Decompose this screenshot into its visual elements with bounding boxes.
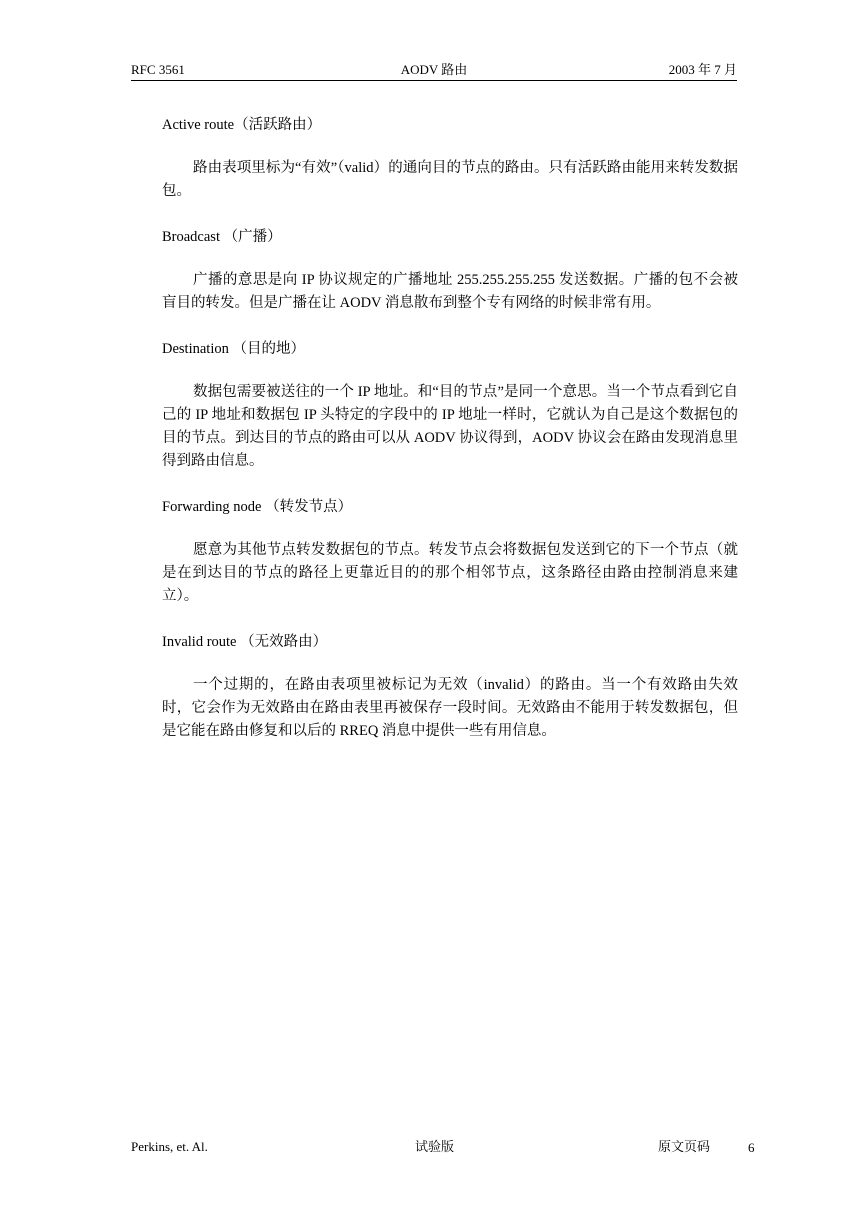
header-title: AODV 路由	[400, 62, 468, 77]
header-date: 2003 年 7 月	[668, 62, 737, 77]
footer-status: 试验版	[415, 1139, 455, 1154]
definition-term: Invalid route （无效路由）	[162, 634, 328, 650]
definition-text: 广播的意思是向 IP 协议规定的广播地址 255.255.255.255 发送数据。广播的包不会被盲目的转发。但是广播在让 AODV 消息散布到整个专有网络的时候非常有用。	[162, 272, 738, 311]
definition-text: 一个过期的，在路由表项里被标记为无效（invalid）的路由。当一个有效路由失效时，它会作为无效路由在路由表里再被保存一段时间。无效路由不能用于转发数据包，但是它能在路由修复和以后的 RREQ 消息中提供一些有用信息。	[162, 677, 738, 739]
definition-term: Active route（活跃路由）	[162, 117, 322, 133]
definition-text: 数据包需要被送往的一个 IP 地址。和“目的节点”是同一个意思。当一个节点看到它自己的 IP 地址和数据包 IP 头特定的字段中的 IP 地址一样时，它就认为自己是这个数据包的目的节点。到达目的节点的路由可以从 AODV 协议得到，AODV 协议会在路由发现消息里得到路由信息。	[162, 384, 738, 469]
footer-original-page-label: 原文页码	[658, 1139, 711, 1154]
definition-text: 愿意为其他节点转发数据包的节点。转发节点会将数据包发送到它的下一个节点（就是在到达目的节点的路径上更靠近目的的那个相邻节点，这条路径由路由控制消息来建立）。	[162, 542, 738, 604]
definition-invalid-route	[162, 632, 738, 743]
definition-active-route	[162, 115, 738, 227]
footer-authors: Perkins, et. Al.	[131, 1139, 208, 1154]
definition-destination	[162, 339, 738, 497]
page-header	[131, 62, 737, 81]
definition-forwarding-node	[162, 497, 738, 632]
definition-broadcast	[162, 227, 738, 339]
definition-text: 路由表项里标为“有效”（valid）的通向目的节点的路由。只有活跃路由能用来转发数据包。	[162, 160, 738, 199]
definitions-section	[162, 115, 738, 743]
definition-term: Forwarding node （转发节点）	[162, 499, 353, 515]
definition-term: Destination （目的地）	[162, 341, 305, 357]
definition-term: Broadcast （广播）	[162, 229, 282, 245]
page-footer	[131, 1139, 756, 1157]
footer-page-number: 6	[748, 1140, 755, 1155]
header-rfc-number: RFC 3561	[131, 62, 185, 77]
